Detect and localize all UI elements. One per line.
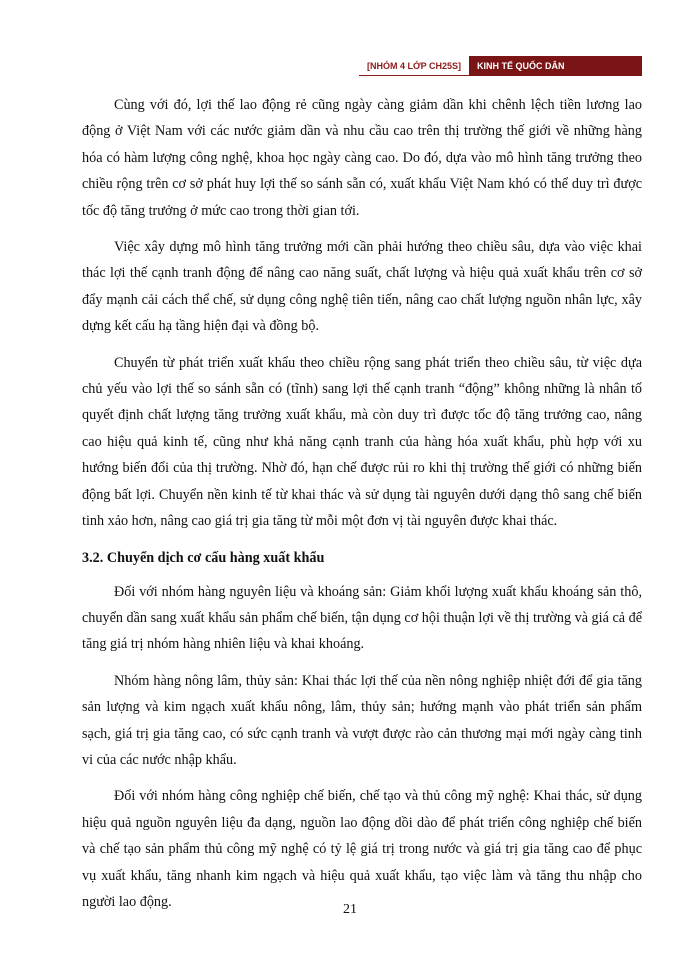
- paragraph: Đối với nhóm hàng công nghiệp chế biến, chế tạo và thủ công mỹ nghệ: Khai thác, sử dụng hiệu quả nguồn nguyên liệu đa dạng, nguồn lao động dồi dào để phát triển công nghiệp chế biến và chế tạo sản phẩm thủ công mỹ nghệ có tỷ lệ giá trị trong nước và giá trị gia tăng cao để phục vụ xuất khẩu, tăng nhanh kim ngạch và hiệu quả xuất khẩu, tạo việc làm và tăng thu nhập cho người lao động.: [82, 788, 642, 910]
- header-group-label: [NHÓM 4 LỚP CH25S]: [359, 56, 469, 76]
- header-school-label: KINH TẾ QUỐC DÂN: [469, 56, 642, 76]
- section-heading: 3.2. Chuyển dịch cơ cấu hàng xuất khẩu: [82, 549, 325, 566]
- paragraph: Đối với nhóm hàng nguyên liệu và khoáng sản: Giảm khối lượng xuất khẩu khoáng sản thô, chuyển dần sang xuất khẩu sản phẩm chế biến, tận dụng cơ hội thuận lợi về thị trường và giá cả để tăng giá trị nhóm hàng nhiên liệu và khai khoáng.: [82, 583, 642, 653]
- paragraph: Việc xây dựng mô hình tăng trưởng mới cần phải hướng theo chiều sâu, dựa vào việc khai thác lợi thế cạnh tranh động để nâng cao năng suất, chất lượng và hiệu quả xuất khẩu trên cơ sở đẩy mạnh cải cách thể chế, sử dụng công nghệ tiên tiến, nâng cao chất lượng nguồn nhân lực, xây dựng kết cấu hạ tầng hiện đại và đồng bộ.: [82, 239, 642, 335]
- page-number: 21: [343, 902, 357, 917]
- document-body: [82, 92, 642, 925]
- paragraph: Nhóm hàng nông lâm, thủy sản: Khai thác lợi thế của nền nông nghiệp nhiệt đới để gia tăng sản lượng và kim ngạch xuất khẩu nông, lâm, thủy sản; hướng mạnh vào phát triển sản phẩm sạch, giá trị gia tăng cao, có sức cạnh tranh và vượt được rào cản thương mại mới ngày càng tinh vi của các nước nhập khẩu.: [82, 672, 642, 768]
- page-header: [359, 56, 642, 76]
- paragraph: Chuyển từ phát triển xuất khẩu theo chiều rộng sang phát triển theo chiều sâu, từ việc dựa chủ yếu vào lợi thế so sánh sẵn có (tĩnh) sang lợi thế cạnh tranh “động” không những là nhân tố quyết định chất lượng tăng trưởng xuất khẩu, mà còn duy trì được tốc độ tăng trưởng cao, nâng cao hiệu quả kinh tế, cũng như khả năng cạnh tranh của hàng hóa xuất khẩu, phù hợp với xu hướng biến đổi của thị trường. Nhờ đó, hạn chế được rủi ro khi thị trường thế giới có những biến động bất lợi. Chuyển nền kinh tế từ khai thác và sử dụng tài nguyên dưới dạng thô sang chế biến tinh xảo hơn, nâng cao giá trị gia tăng từ mỗi một đơn vị tài nguyên được khai thác.: [82, 354, 642, 530]
- paragraph: Cùng với đó, lợi thế lao động rẻ cũng ngày càng giảm dần khi chênh lệch tiền lương lao động ở Việt Nam với các nước giảm dần và nhu cầu cao trên thị trường thế giới về những hàng hóa có hàm lượng công nghệ, khoa học ngày càng cao. Do đó, dựa vào mô hình tăng trưởng theo chiều rộng trên cơ sở phát huy lợi thế so sánh sẵn có, xuất khẩu Việt Nam khó có thể duy trì được tốc độ tăng trưởng ở mức cao trong thời gian tới.: [82, 97, 642, 219]
